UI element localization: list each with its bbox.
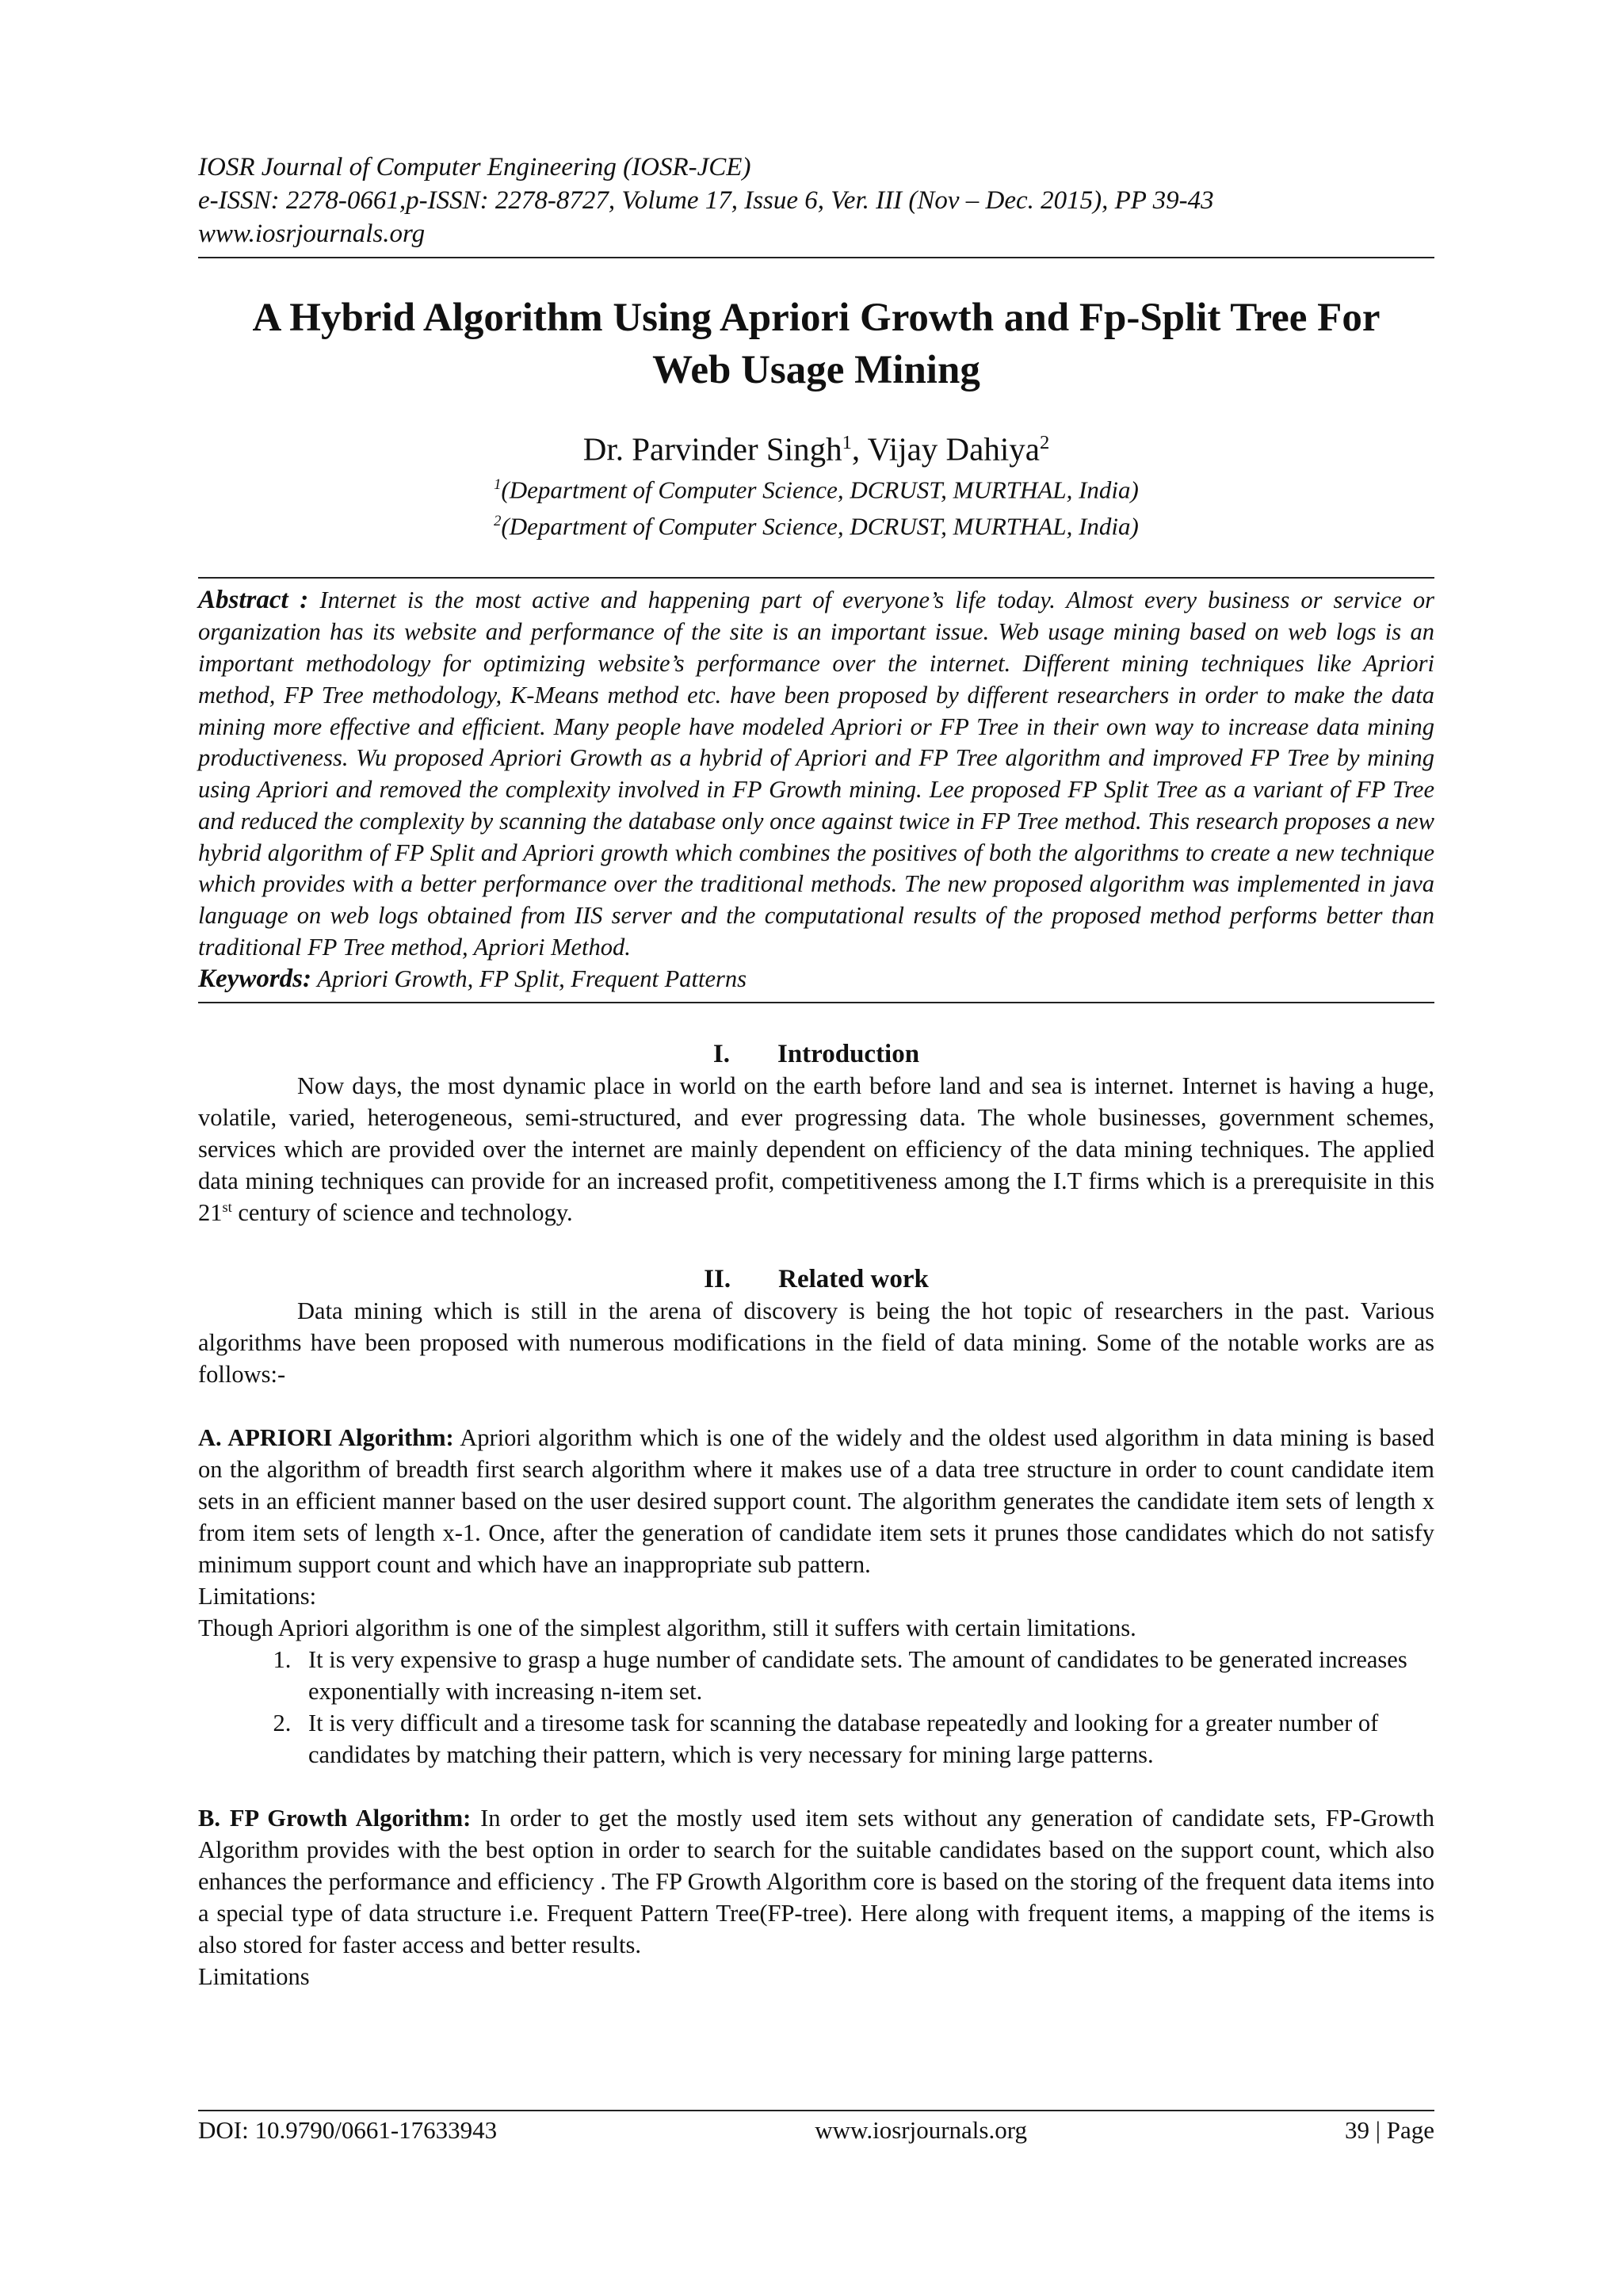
section-heading-related-work: [198, 1263, 1434, 1295]
footer-page-number: 39 | Page: [1345, 2116, 1434, 2144]
keywords-label: Keywords:: [198, 964, 311, 993]
fp-growth-paragraph: [198, 1802, 1434, 1961]
limitations-intro: Though Apriori algorithm is one of the simplest algorithm, still it suffers with certain limitations.: [198, 1614, 1136, 1641]
title-line-1: A Hybrid Algorithm Using Apriori Growth and Fp-Split Tree For: [252, 296, 1381, 340]
apriori-paragraph: [198, 1422, 1434, 1580]
section-heading-introduction: [198, 1038, 1434, 1070]
page-footer: [198, 2110, 1434, 2146]
section-number: II.: [704, 1264, 731, 1293]
intro-text-end: century of science and technology.: [231, 1198, 573, 1226]
affiliation-1-text: (Department of Computer Science, DCRUST, MURTHAL, India): [501, 475, 1139, 503]
journal-website: www.iosrjournals.org: [198, 220, 426, 248]
paper-title: [198, 292, 1434, 396]
limitations-list: [198, 1644, 1434, 1771]
fp-growth-text: In order to get the mostly used item sets without any generation of candidate sets, FP-Growth Algorithm provides with the best option in order to search for the suitable candidates based on the support count, which also enhances the performance and efficiency . The FP Growth Algorithm core is based on the storing of the frequent data items into a special type of data structure i.e. Frequent Pattern Tree(FP-tree). Here along with frequent items, a mapping of the items is also stored for faster access and better results.: [198, 1804, 1434, 1958]
limitations-label: Limitations:: [198, 1582, 317, 1610]
journal-issn: e-ISSN: 2278-0661,p-ISSN: 2278-8727, Volume 17, Issue 6, Ver. III (Nov – Dec. 2015), PP 39-43: [198, 186, 1214, 215]
section-title: Related work: [778, 1264, 929, 1293]
intro-text-sup: st: [222, 1198, 232, 1215]
journal-header: [198, 151, 1434, 258]
list-item: 2. It is very difficult and a tiresome task for scanning the database repeatedly and looking for a greater number of candidates by matching their pattern, which is very necessary for mining large patterns.: [297, 1707, 1434, 1771]
list-item: 1. It is very expensive to grasp a huge number of candidate sets. The amount of candidates to be generated increases exponentially with increasing n-item set.: [297, 1644, 1434, 1707]
footer-website: www.iosrjournals.org: [815, 2116, 1027, 2144]
keywords-text: Apriori Growth, FP Split, Frequent Patterns: [317, 965, 747, 992]
abstract-label: Abstract :: [198, 586, 309, 615]
affiliation-2-sup: 2: [494, 512, 502, 529]
introduction-paragraph: [198, 1070, 1434, 1228]
author-2-sup: 2: [1039, 432, 1050, 453]
author-separator: ,: [851, 430, 868, 468]
apriori-text: Apriori algorithm which is one of the widely and the oldest used algorithm in data mining is based on the algorithm of breadth first search algorithm where it makes use of a data tree structure in order to count candidate item sets in an efficient manner based on the user desired support count. The algorithm generates the candidate item sets of length x from item sets of length x-1. Once, after the generation of candidate item sets it prunes those candidates which do not satisfy minimum support count and which have an inappropriate sub pattern.: [198, 1423, 1434, 1578]
author-line: [198, 423, 1434, 469]
section-number: I.: [712, 1039, 730, 1068]
author-2: Vijay Dahiya: [867, 430, 1040, 468]
affiliation-1: [198, 469, 1434, 506]
abstract-text: Internet is the most active and happening part of everyone’s life today. Almost every business or service or organization has its website and performance of the site is an important issue. Web usage mining based on web logs is an important methodology for optimizing website’s performance over the internet. Different mining techniques like Apriori method, FP Tree methodology, K-Means method etc. have been proposed by different researchers in order to make the data mining more effective and efficient. Many people have modeled Apriori or FP Tree in their own way to increase data mining productiveness. Wu proposed Apriori Growth as a hybrid of Apriori and FP Tree algorithm and improved FP Tree by mining using Apriori and removed the complexity involved in FP Growth mining. Lee proposed FP Split Tree as a variant of FP Tree and reduced the complexity by scanning the database only once against twice in FP Tree method. This research proposes a new hybrid algorithm of FP Split and Apriori growth which combines the positives of both the algorithms to create a new technique which provides with a better performance over the traditional methods. The new proposed algorithm was implemented in java language on web logs obtained from IIS server and the computational results of the proposed method performs better than traditional FP Tree method, Apriori Method.: [198, 586, 1435, 961]
abstract: [198, 585, 1434, 964]
author-1: Dr. Parvinder Singh: [582, 430, 842, 468]
affiliation-1-sup: 1: [494, 476, 502, 493]
journal-name: IOSR Journal of Computer Engineering (IOSR-JCE): [198, 153, 751, 181]
apriori-label: A. APRIORI Algorithm:: [198, 1423, 454, 1451]
intro-text-main: Now days, the most dynamic place in world on the earth before land and sea is internet. Internet is having a huge, volatile, varied, heterogeneous, semi-structured, and ever progressing data. The whole businesses, government schemes, services which are provided over the internet are mainly dependent on efficiency of the data mining techniques. The applied data mining techniques can provide for an increased profit, competitiveness among the I.T firms which is a prerequisite in this 21: [198, 1072, 1434, 1226]
fp-growth-label: B. FP Growth Algorithm:: [198, 1804, 472, 1832]
title-line-2: Web Usage Mining: [652, 348, 980, 392]
related-work-paragraph: Data mining which is still in the arena of discovery is being the hot topic of researchers in the past. Various algorithms have been proposed with numerous modifications in the field of data mining. Some of the notable works are as follows:-: [198, 1297, 1434, 1388]
abstract-box: [198, 577, 1434, 1003]
fp-limitations-label: Limitations: [198, 1962, 310, 1990]
affiliation-2: [198, 506, 1434, 542]
page-content: [198, 151, 1434, 1992]
affiliation-2-text: (Department of Computer Science, DCRUST, MURTHAL, India): [501, 512, 1139, 541]
keywords: [198, 964, 1434, 995]
section-title: Introduction: [777, 1039, 920, 1068]
footer-doi: DOI: 10.9790/0661-17633943: [198, 2116, 498, 2144]
author-1-sup: 1: [842, 432, 852, 453]
